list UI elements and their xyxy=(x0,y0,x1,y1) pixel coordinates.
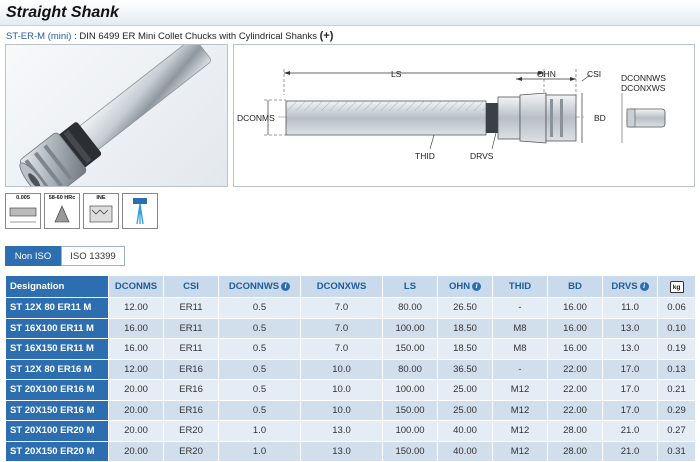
table-header-row xyxy=(6,276,696,298)
table-cell: 16.00 xyxy=(548,298,603,319)
dim-label-dconnws: DCONNWS xyxy=(621,73,666,83)
table-cell: 20.00 xyxy=(109,441,164,462)
designation-link[interactable]: ST 16X150 ER11 M xyxy=(6,339,109,360)
table-cell: 16.00 xyxy=(548,318,603,339)
table-cell: 80.00 xyxy=(383,298,438,319)
table-cell: 16.00 xyxy=(109,339,164,360)
dim-label-csi: CSI xyxy=(587,69,602,79)
dimension-drawing xyxy=(234,45,695,187)
table-cell: 1.0 xyxy=(219,441,301,462)
dim-label-ls: LS xyxy=(391,69,402,79)
table-cell: 25.00 xyxy=(438,400,493,421)
dim-label-dconxws: DCONXWS xyxy=(621,83,666,93)
table-cell: 0.5 xyxy=(219,318,301,339)
table-cell: 40.00 xyxy=(438,441,493,462)
table-cell: 16.00 xyxy=(109,318,164,339)
table-cell: 21.0 xyxy=(603,441,658,462)
title-bar xyxy=(0,0,700,26)
table-cell: 25.00 xyxy=(438,380,493,401)
table-cell: 17.0 xyxy=(603,359,658,380)
col-bd: BD xyxy=(548,276,603,298)
table-cell: 22.00 xyxy=(548,380,603,401)
table-cell: 150.00 xyxy=(383,339,438,360)
tab-non-iso[interactable]: Non ISO xyxy=(5,246,61,266)
table-cell: 10.0 xyxy=(301,359,383,380)
table-cell: ER16 xyxy=(164,380,219,401)
col-drvs xyxy=(603,276,658,298)
table-cell: M12 xyxy=(493,400,548,421)
table-cell: 20.00 xyxy=(109,421,164,442)
technical-drawing xyxy=(233,44,695,187)
col-ohn xyxy=(438,276,493,298)
table-cell: 13.0 xyxy=(603,339,658,360)
table-cell: 22.00 xyxy=(548,400,603,421)
table-cell: 150.00 xyxy=(383,441,438,462)
table-cell: 80.00 xyxy=(383,359,438,380)
table-cell: 36.50 xyxy=(438,359,493,380)
table-cell: 0.19 xyxy=(658,339,696,360)
table-cell: 0.5 xyxy=(219,298,301,319)
collet-chuck-photo xyxy=(6,45,228,187)
table-cell: 0.5 xyxy=(219,380,301,401)
spec-table xyxy=(5,275,696,462)
table-cell: ER11 xyxy=(164,339,219,360)
col-dconnws xyxy=(219,276,301,298)
table-row[interactable] xyxy=(6,421,696,442)
table-cell: M12 xyxy=(493,421,548,442)
page-title: Straight Shank xyxy=(6,4,119,21)
table-cell: 0.10 xyxy=(658,318,696,339)
dim-label-bd: BD xyxy=(594,113,606,123)
designation-link[interactable]: ST 20X100 ER20 M xyxy=(6,421,109,442)
hardness-icon: 58-60 HRc xyxy=(44,193,80,229)
table-cell: 17.0 xyxy=(603,400,658,421)
table-cell: 20.00 xyxy=(109,380,164,401)
table-row[interactable] xyxy=(6,318,696,339)
table-cell: 10.0 xyxy=(301,380,383,401)
table-cell: 20.00 xyxy=(109,400,164,421)
info-icon[interactable]: i xyxy=(281,282,290,291)
dim-label-drvs: DRVS xyxy=(470,151,494,161)
table-cell: M12 xyxy=(493,380,548,401)
table-row[interactable] xyxy=(6,359,696,380)
col-dconxws: DCONXWS xyxy=(301,276,383,298)
col-drvs-label: DRVS xyxy=(611,281,638,292)
info-icon[interactable]: i xyxy=(640,282,649,291)
table-cell: 0.13 xyxy=(658,359,696,380)
runout-icon: 0.005 xyxy=(5,193,41,229)
dim-label-thid: THID xyxy=(415,151,435,161)
table-cell: 13.0 xyxy=(603,318,658,339)
table-cell: 100.00 xyxy=(383,318,438,339)
series-description: : DIN 6499 ER Mini Collet Chucks with Cylindrical Shanks xyxy=(74,31,317,42)
table-cell: 28.00 xyxy=(548,421,603,442)
col-designation: Designation xyxy=(6,276,109,298)
table-cell: ER16 xyxy=(164,400,219,421)
table-cell: ER20 xyxy=(164,441,219,462)
table-row[interactable] xyxy=(6,339,696,360)
col-dconnws-label: DCONNWS xyxy=(228,281,280,292)
table-cell: 0.5 xyxy=(219,359,301,380)
table-cell: 150.00 xyxy=(383,400,438,421)
table-cell: 0.31 xyxy=(658,441,696,462)
table-cell: 7.0 xyxy=(301,339,383,360)
col-ohn-label: OHN xyxy=(448,281,471,292)
table-cell: ER11 xyxy=(164,298,219,319)
thread-icon: INE xyxy=(83,193,119,229)
product-photo xyxy=(5,44,228,187)
coolant-icon xyxy=(122,193,158,229)
table-cell: 18.50 xyxy=(438,318,493,339)
table-body xyxy=(6,298,696,462)
table-cell: 22.00 xyxy=(548,359,603,380)
table-cell: 7.0 xyxy=(301,318,383,339)
table-cell: 28.00 xyxy=(548,441,603,462)
table-cell: - xyxy=(493,359,548,380)
table-cell: 18.50 xyxy=(438,339,493,360)
table-cell: ER20 xyxy=(164,421,219,442)
info-icon[interactable]: i xyxy=(472,282,481,291)
table-cell: 40.00 xyxy=(438,421,493,442)
table-cell: 21.0 xyxy=(603,421,658,442)
table-cell: M8 xyxy=(493,339,548,360)
designation-link[interactable]: ST 20X150 ER16 M xyxy=(6,400,109,421)
table-cell: 7.0 xyxy=(301,298,383,319)
table-cell: 0.21 xyxy=(658,380,696,401)
product-subtitle xyxy=(6,30,333,42)
col-thid: THID xyxy=(493,276,548,298)
table-cell: 11.0 xyxy=(603,298,658,319)
table-cell: 16.00 xyxy=(548,339,603,360)
designation-link[interactable]: ST 16X100 ER11 M xyxy=(6,318,109,339)
table-cell: ER16 xyxy=(164,359,219,380)
designation-link[interactable]: ST 12X 80 ER11 M xyxy=(6,298,109,319)
table-cell: 0.29 xyxy=(658,400,696,421)
col-ls: LS xyxy=(383,276,438,298)
expand-plus-button[interactable]: (+) xyxy=(319,30,334,42)
dim-label-ohn: OHN xyxy=(537,69,556,79)
table-cell: 0.5 xyxy=(219,400,301,421)
table-cell: 13.0 xyxy=(301,441,383,462)
table-cell: 10.0 xyxy=(301,400,383,421)
col-dconms: DCONMS xyxy=(109,276,164,298)
designation-link[interactable]: ST 20X150 ER20 M xyxy=(6,441,109,462)
table-cell: M12 xyxy=(493,441,548,462)
designation-link[interactable]: ST 20X100 ER16 M xyxy=(6,380,109,401)
table-row[interactable] xyxy=(6,400,696,421)
table-cell: 13.0 xyxy=(301,421,383,442)
weight-icon: kg xyxy=(670,281,684,293)
table-cell: 0.06 xyxy=(658,298,696,319)
table-cell: 100.00 xyxy=(383,380,438,401)
table-row[interactable] xyxy=(6,298,696,319)
table-cell: 17.0 xyxy=(603,380,658,401)
designation-link[interactable]: ST 12X 80 ER16 M xyxy=(6,359,109,380)
table-cell: M8 xyxy=(493,318,548,339)
table-cell: 100.00 xyxy=(383,421,438,442)
table-cell: 0.27 xyxy=(658,421,696,442)
table-row[interactable] xyxy=(6,441,696,462)
table-cell: ER11 xyxy=(164,318,219,339)
table-cell: 26.50 xyxy=(438,298,493,319)
table-row[interactable] xyxy=(6,380,696,401)
col-csi: CSI xyxy=(164,276,219,298)
table-cell: 0.5 xyxy=(219,339,301,360)
dim-label-dconms: DCONMS xyxy=(237,113,275,123)
col-weight xyxy=(658,276,696,298)
tab-iso-13399[interactable]: ISO 13399 xyxy=(61,246,125,266)
table-cell: 12.00 xyxy=(109,298,164,319)
series-code: ST-ER-M (mini) xyxy=(6,31,72,42)
table-cell: 1.0 xyxy=(219,421,301,442)
table-cell: 12.00 xyxy=(109,359,164,380)
table-cell: - xyxy=(493,298,548,319)
